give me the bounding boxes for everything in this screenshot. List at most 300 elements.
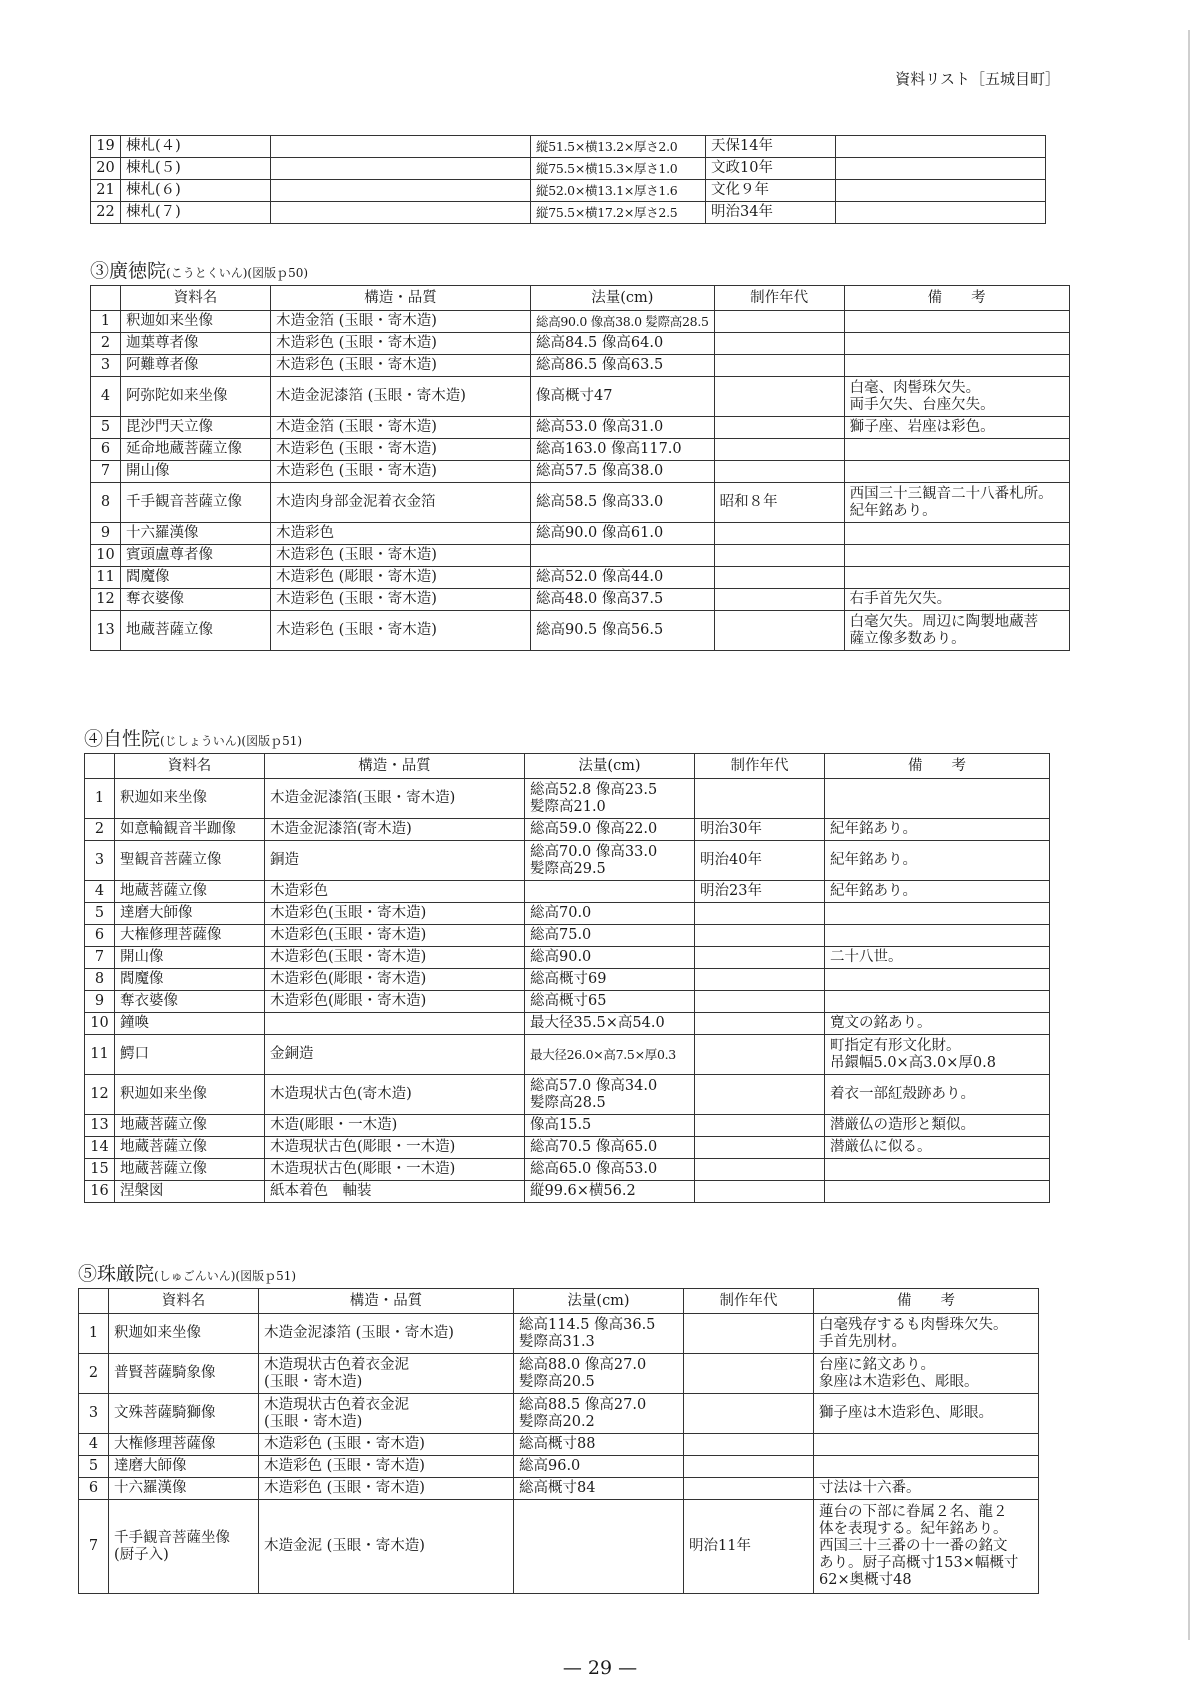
item-name-text: 地蔵菩薩立像 [126,622,213,638]
running-head: 資料リスト［五城目町］ [895,70,1060,88]
item-name [121,611,271,651]
section-jishouin [84,727,1050,1203]
table-row [85,1159,1050,1181]
dimensions-text: 総高70.0 [530,905,592,921]
header-era: 制作年代 [684,1289,814,1314]
item-name-text: 閻魔像 [120,971,164,987]
production-era [714,439,844,461]
header-size: 法量(cm) [525,754,695,779]
remarks [814,1394,1039,1434]
structure-material [259,1500,514,1594]
dimensions [514,1478,684,1500]
structure-material [271,439,531,461]
section-title-ref: (図版ｐ50) [247,266,309,280]
structure-material [265,947,525,969]
dimensions-text: 髪際高28.5 [530,1094,606,1111]
row-number [91,611,121,651]
item-name [115,1035,265,1075]
production-era [695,903,825,925]
dimensions-text: 総高88.5 像高27.0 [519,1396,647,1413]
production-era-text: 文化９年 [711,182,769,198]
row-number-text: 20 [96,160,115,176]
structure-material-text: 木造彩色(玉眼・寄木造) [270,949,427,965]
dimensions-text: 総高90.0 [530,949,592,965]
dimensions-text: 縦75.5×横15.3×厚さ1.0 [536,161,678,176]
structure-material [271,611,531,651]
remarks [814,1354,1039,1394]
structure-material-text: 木造現状古色(彫眼・一木造) [270,1139,456,1155]
table-row [85,1115,1050,1137]
remarks [825,1137,1050,1159]
table-row [91,589,1070,611]
structure-material-text: 木造彩色 (玉眼・寄木造) [264,1480,425,1496]
remarks-text: 紀年銘あり。 [830,883,917,899]
structure-material [265,1013,525,1035]
item-name [115,1159,265,1181]
production-era [706,202,836,224]
structure-material [259,1314,514,1354]
remarks-text: 薩立像多数あり。 [849,630,966,647]
structure-material-text: (玉眼・寄木造) [264,1373,363,1390]
row-number [85,969,115,991]
dimensions [531,136,706,158]
row-number [85,991,115,1013]
structure-material-text: 木造現状古色(彫眼・一木造) [270,1161,456,1177]
dimensions-text: 総高96.0 [519,1458,581,1474]
row-number-text: 11 [96,569,115,585]
row-number-text: 10 [96,547,115,563]
structure-material-text: 木造彩色 (玉眼・寄木造) [276,591,437,607]
item-name-text: 鰐口 [120,1046,149,1062]
section-title-text: ③廣徳院 [90,260,167,282]
dimensions [531,589,715,611]
structure-material [265,969,525,991]
item-name-text: 達磨大師像 [114,1458,187,1474]
dimensions-text: 総高概寸69 [530,971,607,987]
row-number [79,1456,109,1478]
production-era-text: 明治30年 [700,821,762,837]
row-number [85,1075,115,1115]
item-name-text: 大権修理菩薩像 [120,927,222,943]
dimensions-text: 総高65.0 像高53.0 [530,1161,658,1177]
row-number-text: 2 [94,821,105,837]
structure-material-text: 木造金箔 (玉眼・寄木造) [276,313,437,329]
table-row [91,136,1046,158]
table-row [85,969,1050,991]
header-structure: 構造・品質 [271,286,531,311]
header-era: 制作年代 [714,286,844,311]
item-name [115,991,265,1013]
item-name-text: 釈迦如来坐像 [120,790,207,806]
structure-material [265,1137,525,1159]
production-era-text: 昭和８年 [719,494,778,510]
structure-material [271,158,531,180]
row-number-text: 21 [96,182,115,198]
structure-material-text: 木造彩色 (玉眼・寄木造) [276,357,437,373]
dimensions [525,819,695,841]
item-name [109,1394,259,1434]
production-era [714,333,844,355]
item-name-text: 文殊菩薩騎獅像 [114,1405,216,1421]
remarks-text: 紀年銘あり。 [830,852,917,868]
dimensions-text: 総高57.5 像高38.0 [536,463,664,479]
dimensions-text: 総高48.0 像高37.5 [536,591,664,607]
structure-material [265,1181,525,1203]
production-era [714,461,844,483]
table-row [85,991,1050,1013]
dimensions [531,545,715,567]
remarks [844,523,1069,545]
row-number-text: 13 [90,1117,109,1133]
structure-material [259,1478,514,1500]
row-number-text: 8 [94,971,105,987]
row-number-text: 11 [90,1046,109,1062]
row-number [85,947,115,969]
item-name [109,1354,259,1394]
structure-material [265,991,525,1013]
item-name-text: 如意輪観音半跏像 [120,821,236,837]
dimensions-text: 総高90.5 像高56.5 [536,622,664,638]
item-name [115,1137,265,1159]
item-name-text: 千手観音菩薩立像 [126,494,242,510]
item-name [121,417,271,439]
structure-material [265,779,525,819]
production-era [714,589,844,611]
row-number [91,439,121,461]
remarks-text: 寛文の銘あり。 [830,1015,932,1031]
structure-material [271,355,531,377]
dimensions [514,1354,684,1394]
header-size: 法量(cm) [531,286,715,311]
production-era [684,1500,814,1594]
item-name-text: 釈迦如来坐像 [126,313,213,329]
remarks-text: 潜厳仏に似る。 [830,1139,932,1155]
dimensions [531,483,715,523]
dimensions-text: 総高163.0 像高117.0 [536,441,682,457]
header-structure: 構造・品質 [265,754,525,779]
section-title-reading: (じしょういん) [160,734,242,748]
row-number-text: 9 [94,993,105,1009]
production-era [714,311,844,333]
production-era [714,523,844,545]
remarks [825,1181,1050,1203]
item-name [115,1075,265,1115]
table-row [85,779,1050,819]
dimensions-text: 髪際高21.0 [530,798,606,815]
structure-material [265,819,525,841]
remarks [825,841,1050,881]
remarks-text: 両手欠失、台座欠失。 [849,396,995,413]
item-name [115,819,265,841]
jishouin-table [84,753,1050,1203]
remarks [814,1478,1039,1500]
row-number-text: 12 [96,591,115,607]
row-number [79,1500,109,1594]
production-era-text: 明治34年 [711,204,773,220]
table-row [85,947,1050,969]
structure-material-text: 木造金泥漆箔(玉眼・寄木造) [270,790,456,806]
top-table-body [91,136,1046,224]
dimensions [514,1394,684,1434]
row-number [85,1035,115,1075]
row-number [79,1354,109,1394]
structure-material-text: 木造彩色 (玉眼・寄木造) [276,547,437,563]
production-era [695,1075,825,1115]
item-name [115,841,265,881]
dimensions [531,355,715,377]
remarks [814,1314,1039,1354]
structure-material-text: 木造金泥漆箔 (玉眼・寄木造) [264,1325,454,1341]
dimensions-text: 総高86.5 像高63.5 [536,357,664,373]
item-name-text: 地蔵菩薩立像 [120,883,207,899]
item-name [121,333,271,355]
production-era [695,1013,825,1035]
row-number-text: 3 [88,1405,99,1421]
table-row [91,355,1070,377]
row-number [91,483,121,523]
row-number [79,1434,109,1456]
item-name-text: 迦葉尊者像 [126,335,199,351]
section-shugonin [78,1262,1039,1594]
structure-material [271,483,531,523]
item-name-text: 毘沙門天立像 [126,419,213,435]
remarks-text: 台座に銘文あり。 [819,1356,935,1373]
production-era [714,611,844,651]
item-name [109,1500,259,1594]
row-number [91,202,121,224]
header-no [79,1289,109,1314]
structure-material [265,881,525,903]
item-name [121,523,271,545]
item-name [121,202,271,224]
row-number [91,545,121,567]
remarks-text: 手首先別材。 [819,1333,906,1350]
row-number [91,180,121,202]
item-name [121,483,271,523]
remarks-text: 62×奥概寸48 [819,1572,912,1588]
table-row [85,1013,1050,1035]
dimensions-text: 縦51.5×横13.2×厚さ2.0 [536,139,678,154]
structure-material-text: 木造現状古色着衣金泥 [264,1356,409,1373]
header-no [91,286,121,311]
row-number [91,377,121,417]
header-name: 資料名 [109,1289,259,1314]
remarks-text: 右手首先欠失。 [849,591,952,607]
row-number-text: 8 [100,494,111,510]
item-name-text: 賓頭盧尊者像 [126,547,213,563]
structure-material [265,903,525,925]
production-era [695,841,825,881]
production-era [695,1159,825,1181]
production-era-text: 天保14年 [711,138,773,154]
item-name-text: 大権修理菩薩像 [114,1436,216,1452]
remarks [825,947,1050,969]
remarks [844,311,1069,333]
dimensions [514,1314,684,1354]
remarks [844,483,1069,523]
production-era [684,1314,814,1354]
item-name-text: 阿弥陀如来坐像 [126,388,228,404]
remarks [844,417,1069,439]
structure-material [265,1115,525,1137]
remarks-text: 白毫残存するも肉髻珠欠失。 [819,1316,1008,1333]
dimensions-text: 総高70.0 像高33.0 [530,843,658,860]
jishouin-table-body [85,779,1050,1203]
row-number-text: 6 [94,927,105,943]
dimensions [531,333,715,355]
item-name [115,903,265,925]
dimensions [525,1075,695,1115]
dimensions-text: 総高概寸65 [530,993,607,1009]
item-name [121,439,271,461]
row-number-text: 7 [100,463,111,479]
structure-material [259,1394,514,1434]
item-name-text: 普賢菩薩騎象像 [114,1365,216,1381]
structure-material-text: 紙本着色 軸装 [270,1183,372,1199]
production-era [695,1035,825,1075]
structure-material [271,589,531,611]
structure-material-text: 木造彩色 (彫眼・寄木造) [276,569,437,585]
production-era [706,158,836,180]
structure-material-text: 木造彩色 (玉眼・寄木造) [276,441,437,457]
dimensions [531,611,715,651]
dimensions-text: 縦52.0×横13.1×厚さ1.6 [536,183,678,198]
remarks [825,779,1050,819]
table-row [91,417,1070,439]
row-number [85,841,115,881]
production-era [714,483,844,523]
structure-material [259,1354,514,1394]
production-era [714,417,844,439]
table-row [91,545,1070,567]
table-row [79,1314,1039,1354]
dimensions [525,1035,695,1075]
remarks-text: 町指定有形文化財。 [830,1037,961,1054]
row-number [91,461,121,483]
item-name-text: 阿難尊者像 [126,357,199,373]
dimensions [531,377,715,417]
structure-material [265,1035,525,1075]
table-row [91,180,1046,202]
section-title-ref: (図版ｐ51) [235,1269,297,1283]
dimensions-text: 総高概寸84 [519,1480,596,1496]
row-number-text: 6 [100,441,111,457]
production-era [695,1115,825,1137]
section-title [90,259,1070,283]
dimensions [531,311,715,333]
production-era [695,969,825,991]
structure-material [271,202,531,224]
production-era [695,925,825,947]
dimensions-text: 髪際高29.5 [530,860,606,877]
item-name-text: 奪衣婆像 [126,591,184,607]
dimensions [525,991,695,1013]
structure-material [271,377,531,417]
item-name [115,1115,265,1137]
item-name-text: 地蔵菩薩立像 [120,1161,207,1177]
remarks [814,1500,1039,1594]
item-name [121,377,271,417]
item-name [115,881,265,903]
structure-material-text: 木造彩色 [276,525,334,541]
structure-material-text: (玉眼・寄木造) [264,1413,363,1430]
row-number-text: 10 [90,1015,109,1031]
table-row [91,439,1070,461]
dimensions-text: 総高58.5 像高33.0 [536,494,664,510]
row-number [85,819,115,841]
row-number-text: 5 [100,419,111,435]
dimensions [525,903,695,925]
section-title-reading: (こうとくいん) [166,266,248,280]
item-name-text: 鐘喚 [120,1015,149,1031]
production-era [714,377,844,417]
table-row [79,1456,1039,1478]
remarks [844,439,1069,461]
remarks-text: 獅子座は木造彩色、彫眼。 [819,1405,993,1421]
dimensions [531,567,715,589]
structure-material-text: 木造彩色 (玉眼・寄木造) [264,1436,425,1452]
dimensions-text: 最大径26.0×高7.5×厚0.3 [530,1047,676,1062]
row-number-text: 3 [100,357,111,373]
structure-material [271,180,531,202]
dimensions-text: 総高90.0 像高38.0 髪際高28.5 [536,314,709,329]
item-name [115,1181,265,1203]
row-number [91,523,121,545]
remarks [844,333,1069,355]
row-number-text: 4 [100,388,111,404]
structure-material-text: 木造彩色 [270,883,328,899]
row-number [85,1013,115,1035]
row-number [91,333,121,355]
production-era-text: 明治11年 [689,1538,751,1554]
dimensions-text: 縦99.6×横56.2 [530,1183,636,1199]
item-name [115,779,265,819]
structure-material [271,333,531,355]
remarks-text: 蓮台の下部に眷属２名、龍２ [819,1504,1008,1520]
dimensions-text: 総高概寸88 [519,1436,596,1452]
remarks [836,202,1046,224]
production-era [714,567,844,589]
dimensions [525,947,695,969]
page-edge-shadow [1188,30,1190,1640]
table-row [85,1035,1050,1075]
structure-material [265,1159,525,1181]
item-name [109,1314,259,1354]
structure-material-text: 木造現状古色着衣金泥 [264,1396,409,1413]
row-number [91,589,121,611]
structure-material-text: 木造(彫眼・一木造) [270,1117,398,1133]
dimensions-text: 総高114.5 像高36.5 [519,1316,656,1333]
header-name: 資料名 [115,754,265,779]
table-row [91,567,1070,589]
remarks [844,567,1069,589]
row-number-text: 2 [100,335,111,351]
structure-material-text: 銅造 [270,852,299,868]
table-row [79,1434,1039,1456]
dimensions [514,1456,684,1478]
item-name-text: 開山像 [126,463,170,479]
dimensions [531,180,706,202]
item-name-text: 奪衣婆像 [120,993,178,1009]
item-name-text: 地蔵菩薩立像 [120,1117,207,1133]
dimensions-text: 髪際高20.5 [519,1373,595,1390]
table-row [91,311,1070,333]
row-number-text: 19 [96,138,115,154]
row-number-text: 12 [90,1086,109,1102]
top-table [90,135,1046,224]
table-row [85,1181,1050,1203]
item-name-text: 棟札(６) [126,182,181,198]
